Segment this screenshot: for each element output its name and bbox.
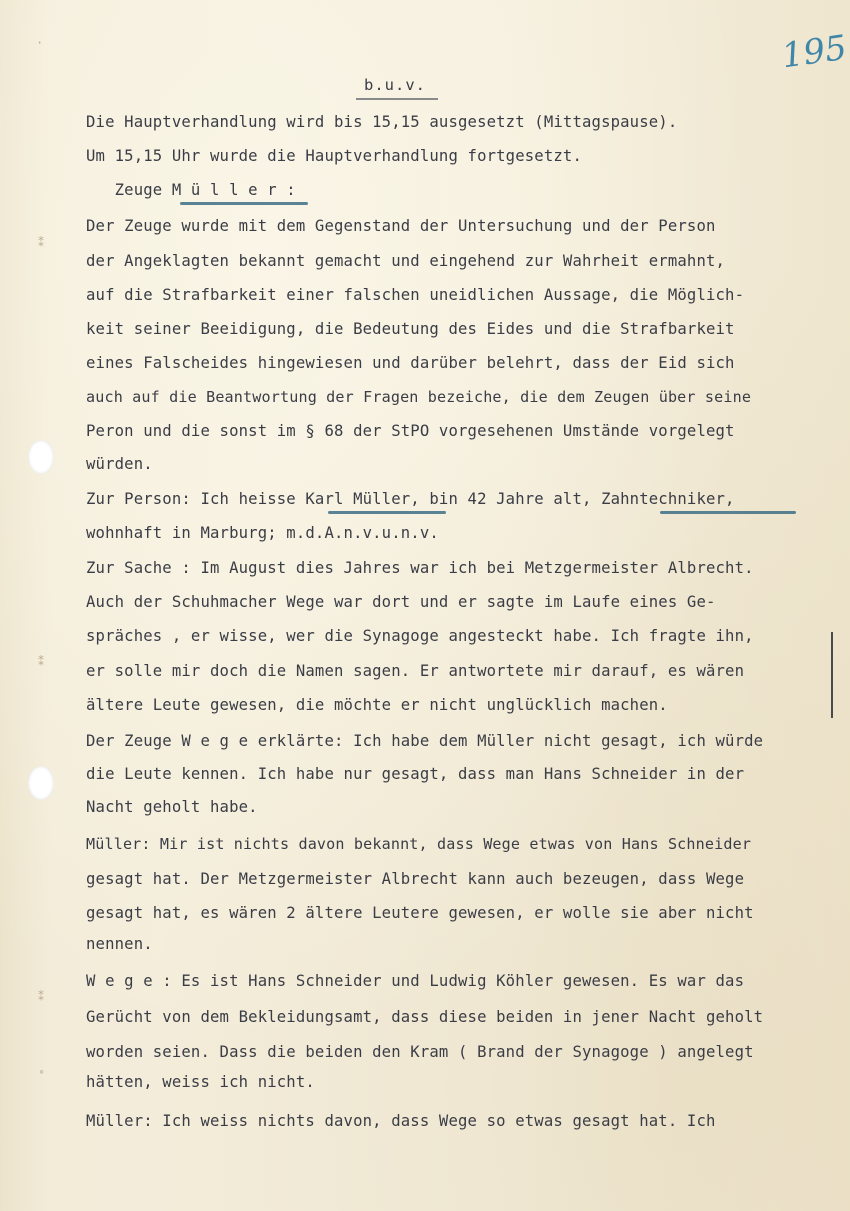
edge-mark: ˚	[38, 1070, 46, 1084]
text-line-13: wohnhaft in Marburg; m.d.A.n.v.u.n.v.	[86, 524, 439, 542]
witness-name-underline	[180, 202, 308, 205]
document-header: b.u.v.	[364, 76, 426, 94]
text-line-25: nennen.	[86, 935, 153, 953]
punch-hole-upper	[28, 440, 54, 474]
text-line-17: er solle mir doch die Namen sagen. Er antwortete mir darauf, es wären	[86, 662, 745, 680]
margin-vertical-line	[831, 632, 833, 718]
text-line-6: auf die Strafbarkeit einer falschen uneidlichen Aussage, die Möglich-	[86, 286, 745, 304]
text-line-1: Die Hauptverhandlung wird bis 15,15 ausgesetzt (Mittagspause).	[86, 113, 678, 131]
text-line-21: Nacht geholt habe.	[86, 798, 258, 816]
edge-mark: ⁑	[38, 236, 44, 250]
text-line-4: Der Zeuge wurde mit dem Gegenstand der Untersuchung und der Person	[86, 217, 716, 235]
text-line-9: auch auf die Beantwortung der Fragen bezeiche, die dem Zeugen über seine	[86, 388, 752, 406]
text-line-8: eines Falscheides hingewiesen und darüber belehrt, dass der Eid sich	[86, 354, 735, 372]
punch-hole-lower	[28, 766, 54, 800]
text-line-11: würden.	[86, 455, 153, 473]
text-line-10: Peron und die sonst im § 68 der StPO vorgesehenen Umstände vorgelegt	[86, 422, 735, 440]
text-line-24: gesagt hat, es wären 2 ältere Leutere gewesen, er wolle sie aber nicht	[86, 904, 754, 922]
name-underline	[328, 511, 446, 514]
header-underline	[356, 98, 438, 100]
text-line-20: die Leute kennen. Ich habe nur gesagt, dass man Hans Schneider in der	[86, 765, 745, 783]
text-line-30: Müller: Ich weiss nichts davon, dass Wege so etwas gesagt hat. Ich	[86, 1112, 716, 1130]
text-line-7: keit seiner Beeidigung, die Bedeutung des Eides und die Strafbarkeit	[86, 320, 735, 338]
text-line-18: ältere Leute gewesen, die möchte er nicht unglücklich machen.	[86, 696, 668, 714]
text-line-12: Zur Person: Ich heisse Karl Müller, bin 42 Jahre alt, Zahntechniker,	[86, 490, 735, 508]
folio-number-handwritten	[778, 18, 850, 82]
edge-mark: ⁑	[38, 655, 44, 669]
text-line-23: gesagt hat. Der Metzgermeister Albrecht kann auch bezeugen, dass Wege	[86, 870, 745, 888]
folio-number-text: 195	[779, 27, 850, 77]
text-line-27: Gerücht von dem Bekleidungsamt, dass diese beiden in jener Nacht geholt	[86, 1008, 764, 1026]
text-line-14: Zur Sache : Im August dies Jahres war ich bei Metzgermeister Albrecht.	[86, 559, 754, 577]
text-line-26: W e g e : Es ist Hans Schneider und Ludwig Köhler gewesen. Es war das	[86, 972, 745, 990]
text-line-5: der Angeklagten bekannt gemacht und eingehend zur Wahrheit ermahnt,	[86, 252, 726, 270]
witness-heading-mueller: Zeuge M ü l l e r :	[86, 181, 296, 199]
text-line-16: spräches , er wisse, wer die Synagoge angesteckt habe. Ich fragte ihn,	[86, 627, 754, 645]
text-line-19: Der Zeuge W e g e erklärte: Ich habe dem Müller nicht gesagt, ich würde	[86, 732, 764, 750]
profession-underline	[660, 511, 796, 514]
edge-mark: ·	[36, 36, 44, 50]
text-line-29: hätten, weiss ich nicht.	[86, 1073, 315, 1091]
text-line-22: Müller: Mir ist nichts davon bekannt, dass Wege etwas von Hans Schneider	[86, 835, 752, 853]
text-line-15: Auch der Schuhmacher Wege war dort und er sagte im Laufe eines Ge-	[86, 593, 716, 611]
text-line-2: Um 15,15 Uhr wurde die Hauptverhandlung fortgesetzt.	[86, 147, 582, 165]
edge-mark: ⁑	[38, 990, 44, 1004]
text-line-28: worden seien. Dass die beiden den Kram ( Brand der Synagoge ) angelegt	[86, 1043, 754, 1061]
